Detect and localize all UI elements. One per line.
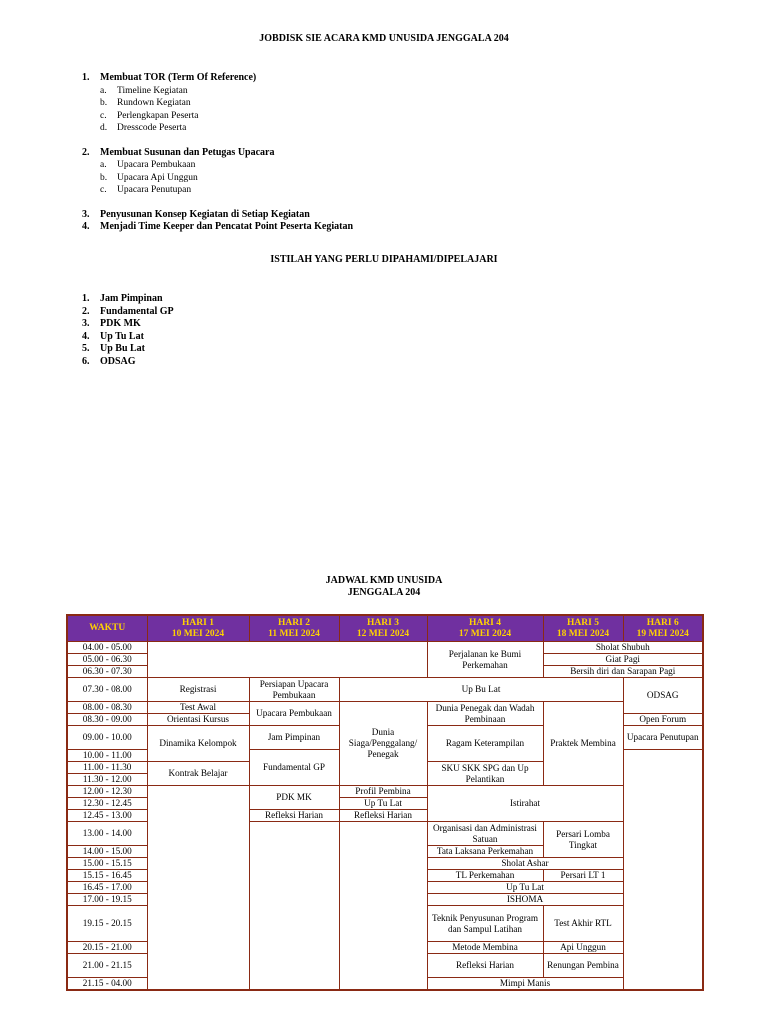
- time-cell: 08.00 - 08.30: [67, 702, 147, 714]
- jadwal-title: JADWAL KMD UNUSIDA: [325, 575, 443, 586]
- time-cell: 09.00 - 10.00: [67, 726, 147, 750]
- time-cell: 04.00 - 05.00: [67, 642, 147, 654]
- sub-item-letter: b.: [100, 98, 108, 108]
- schedule-cell: ISHOMA: [427, 894, 623, 906]
- jobdesk-item: [82, 209, 353, 222]
- time-cell: 11.00 - 11.30: [67, 762, 147, 774]
- schedule-cell: Up Tu Lat: [427, 882, 623, 894]
- table-row: [67, 642, 703, 654]
- sub-item: [100, 97, 353, 110]
- schedule-cell: Bersih diri dan Sarapan Pagi: [543, 666, 703, 678]
- schedule-cell: Ragam Keterampilan: [427, 726, 543, 762]
- schedule-cell: Teknik Penyusunan Program dan Sampul Latihan: [427, 906, 543, 942]
- schedule-cell: Renungan Pembina: [543, 954, 623, 978]
- schedule-cell: Jam Pimpinan: [249, 726, 339, 750]
- item-number: 4.: [82, 330, 90, 342]
- schedule-cell: Api Unggun: [543, 942, 623, 954]
- item-number: 5.: [82, 343, 90, 354]
- schedule-cell: Open Forum: [623, 714, 703, 726]
- time-cell: 16.45 - 17.00: [67, 882, 147, 894]
- time-cell: 08.30 - 09.00: [67, 714, 147, 726]
- empty-cell: [147, 786, 249, 991]
- item-text: Up Tu Lat: [100, 330, 144, 342]
- header-hari-2: HARI 2 11 MEI 2024: [249, 615, 339, 642]
- sub-item-text: Timeline Kegiatan: [117, 85, 188, 96]
- schedule-cell: Tata Laksana Perkemahan: [427, 846, 543, 858]
- jobdesk-list: [82, 72, 353, 234]
- istilah-item: [82, 293, 174, 306]
- header-hari-4: HARI 4 17 MEI 2024: [427, 615, 543, 642]
- schedule-cell: Refleksi Harian: [427, 954, 543, 978]
- sub-item: [100, 85, 353, 98]
- sub-item: [100, 159, 353, 172]
- jobdesk-item: [82, 72, 353, 135]
- sub-item: [100, 110, 353, 123]
- item-text: Penyusunan Konsep Kegiatan di Setiap Kegiatan: [100, 208, 310, 220]
- sub-item-letter: a.: [100, 85, 107, 96]
- table-row: [67, 786, 703, 798]
- schedule-cell: Upacara Pembukaan: [249, 702, 339, 726]
- jobdesk-title: JOBDISK SIE ACARA KMD UNUSIDA JENGGALA 204: [259, 33, 509, 44]
- schedule-cell: Organisasi dan Administrasi Satuan: [427, 822, 543, 846]
- jobdesk-item: [82, 147, 353, 197]
- item-number: 3.: [82, 318, 90, 329]
- sub-item: [100, 122, 353, 135]
- item-text: Membuat TOR (Term Of Reference): [100, 72, 257, 83]
- jobdesk-sublist: [100, 159, 353, 197]
- sub-item-text: Upacara Api Unggun: [117, 172, 198, 183]
- schedule-cell: Up Tu Lat: [339, 798, 427, 810]
- time-cell: 10.00 - 11.00: [67, 750, 147, 762]
- item-text: PDK MK: [100, 318, 141, 329]
- table-row: [67, 678, 703, 702]
- item-number: 6.: [82, 355, 90, 367]
- sub-item-text: Upacara Penutupan: [117, 185, 192, 195]
- sub-item-text: Dresscode Peserta: [117, 123, 187, 133]
- sub-item-text: Upacara Pembukaan: [117, 160, 196, 170]
- item-text: Fundamental GP: [100, 305, 174, 317]
- time-cell: 15.00 - 15.15: [67, 858, 147, 870]
- time-cell: 12.30 - 12.45: [67, 798, 147, 810]
- schedule-cell: Mimpi Manis: [427, 978, 623, 991]
- istilah-item: [82, 356, 174, 369]
- schedule-cell: PDK MK: [249, 786, 339, 810]
- schedule-cell: Profil Pembina: [339, 786, 427, 798]
- item-number: 1.: [82, 72, 90, 83]
- jobdesk-sublist: [100, 85, 353, 135]
- time-cell: 06.30 - 07.30: [67, 666, 147, 678]
- item-number: 1.: [82, 293, 90, 304]
- istilah-item: [82, 343, 174, 356]
- item-number: 2.: [82, 305, 90, 317]
- time-cell: 15.15 - 16.45: [67, 870, 147, 882]
- schedule-cell: Refleksi Harian: [249, 810, 339, 822]
- schedule-cell: Istirahat: [427, 786, 623, 822]
- schedule-cell: Registrasi: [147, 678, 249, 702]
- schedule-cell: Metode Membina: [427, 942, 543, 954]
- time-cell: 20.15 - 21.00: [67, 942, 147, 954]
- item-number: 3.: [82, 208, 90, 220]
- schedule-cell: Upacara Penutupan: [623, 726, 703, 750]
- schedule-cell: Sholat Shubuh: [543, 642, 703, 654]
- sub-item-letter: c.: [100, 110, 107, 121]
- istilah-list: [82, 293, 174, 368]
- schedule-cell: Giat Pagi: [543, 654, 703, 666]
- time-cell: 12.45 - 13.00: [67, 810, 147, 822]
- time-cell: 19.15 - 20.15: [67, 906, 147, 942]
- time-cell: 14.00 - 15.00: [67, 846, 147, 858]
- istilah-item: [82, 318, 174, 331]
- schedule-cell: Dunia Penegak dan Wadah Pembinaan: [427, 702, 543, 726]
- schedule-cell: Fundamental GP: [249, 750, 339, 786]
- table-row: [67, 702, 703, 714]
- istilah-item: [82, 331, 174, 344]
- schedule-cell: Test Akhir RTL: [543, 906, 623, 942]
- item-text: Menjadi Time Keeper dan Pencatat Point Peserta Kegiatan: [100, 221, 354, 232]
- time-cell: 21.15 - 04.00: [67, 978, 147, 991]
- schedule-cell: Persari LT 1: [543, 870, 623, 882]
- item-text: Up Bu Lat: [100, 343, 146, 354]
- schedule-cell: Praktek Membina: [543, 702, 623, 786]
- empty-cell: [339, 822, 427, 991]
- sub-item-letter: d.: [100, 123, 108, 133]
- time-cell: 07.30 - 08.00: [67, 678, 147, 702]
- sub-item: [100, 184, 353, 197]
- empty-cell: [147, 642, 427, 678]
- schedule-cell: Persiapan Upacara Pembukaan: [249, 678, 339, 702]
- time-cell: 05.00 - 06.30: [67, 654, 147, 666]
- jadwal-subtitle: JENGGALA 204: [347, 587, 421, 598]
- time-cell: 12.00 - 12.30: [67, 786, 147, 798]
- header-hari-1: HARI 1 10 MEI 2024: [147, 615, 249, 642]
- time-cell: 17.00 - 19.15: [67, 894, 147, 906]
- sub-item-text: Perlengkapan Peserta: [117, 110, 199, 121]
- schedule-cell: SKU SKK SPG dan Up Pelantikan: [427, 762, 543, 786]
- header-hari-5: HARI 5 18 MEI 2024: [543, 615, 623, 642]
- time-cell: 11.30 - 12.00: [67, 774, 147, 786]
- spacer: [82, 135, 353, 147]
- schedule-cell: TL Perkemahan: [427, 870, 543, 882]
- time-cell: 13.00 - 14.00: [67, 822, 147, 846]
- header-waktu: WAKTU: [67, 615, 147, 642]
- item-text: Membuat Susunan dan Petugas Upacara: [100, 146, 275, 158]
- item-number: 2.: [82, 146, 90, 158]
- schedule-cell: Refleksi Harian: [339, 810, 427, 822]
- time-cell: 21.00 - 21.15: [67, 954, 147, 978]
- schedule-cell: Test Awal: [147, 702, 249, 714]
- item-text: Jam Pimpinan: [100, 293, 163, 304]
- item-number: 4.: [82, 221, 90, 232]
- jobdesk-item: [82, 221, 353, 234]
- istilah-title: ISTILAH YANG PERLU DIPAHAMI/DIPELAJARI: [270, 254, 498, 265]
- sub-item-letter: a.: [100, 160, 107, 170]
- schedule-cell: Sholat Ashar: [427, 858, 623, 870]
- istilah-item: [82, 306, 174, 319]
- header-hari-3: HARI 3 12 MEI 2024: [339, 615, 427, 642]
- sub-item: [100, 172, 353, 185]
- item-text: ODSAG: [100, 355, 136, 367]
- spacer: [82, 197, 353, 209]
- schedule-cell: ODSAG: [623, 678, 703, 714]
- schedule-cell: Dunia Siaga/Penggalang/ Penegak: [339, 702, 427, 786]
- sub-item-text: Rundown Kegiatan: [117, 98, 191, 108]
- schedule-cell: Kontrak Belajar: [147, 762, 249, 786]
- schedule-cell: Perjalanan ke Bumi Perkemahan: [427, 642, 543, 678]
- sub-item-letter: b.: [100, 172, 108, 183]
- sub-item-letter: c.: [100, 185, 107, 195]
- schedule-table: [66, 614, 704, 991]
- schedule-cell: Persari Lomba Tingkat: [543, 822, 623, 858]
- table-header-row: [67, 615, 703, 642]
- empty-cell: [249, 822, 339, 991]
- schedule-cell: Up Bu Lat: [339, 678, 623, 702]
- schedule-cell: Orientasi Kursus: [147, 714, 249, 726]
- schedule-cell: Dinamika Kelompok: [147, 726, 249, 762]
- empty-cell: [623, 750, 703, 991]
- header-hari-6: HARI 6 19 MEI 2024: [623, 615, 703, 642]
